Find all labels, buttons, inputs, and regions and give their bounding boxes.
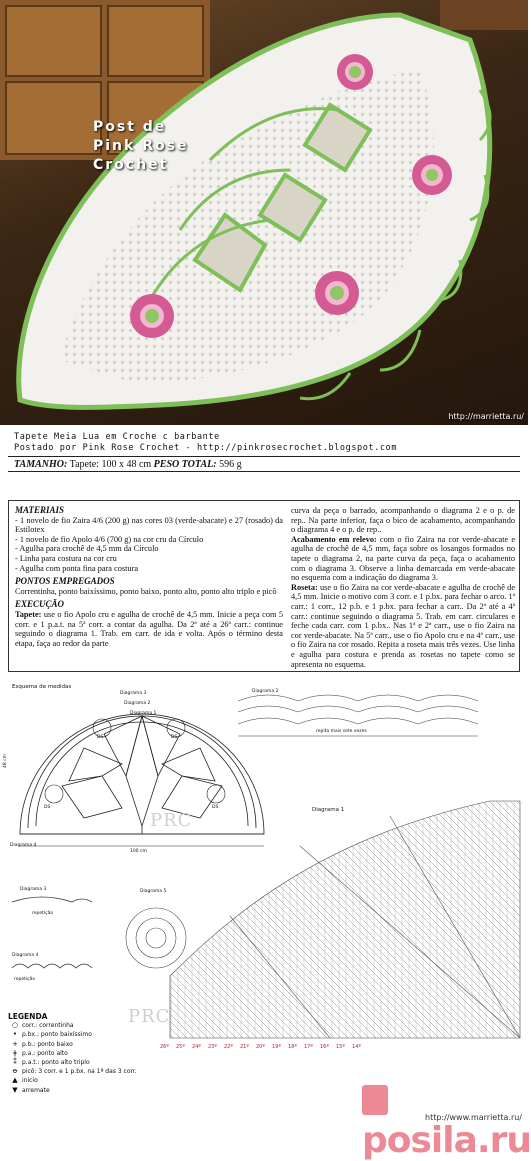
legend-item: ǂ p.a.: ponto alto [8, 1049, 137, 1058]
relief-text: com o fio Zaira na cor verde-abacate e agulha de crochê de 4,5 mm, faça sobre os losangos formados no tapete o diagrama 2, na parte curva da peça, faça o acabamento com o diagrama 3. Observe a linha demarcada em verde-abacate no esquema com a indicação do diagrama 3. [291, 534, 516, 583]
measurement-schema [20, 714, 264, 834]
schema-d2-label: Diagrama 2 [124, 701, 151, 706]
photo-url: http://marrietta.ru/ [448, 412, 524, 421]
legend-item: ▼ arremate [8, 1086, 137, 1095]
execution-heading: EXECUÇÃO [15, 599, 65, 610]
diagram2-title: Diagrama 2 [252, 689, 279, 694]
posila-watermark: posila.ru [362, 1079, 531, 1161]
prc-watermark: PRC [128, 1006, 171, 1027]
caption-title: Tapete Meia Lua em Croche c barbante [14, 432, 220, 442]
posila-logo-icon [362, 1085, 388, 1115]
weight-value: 596 g [219, 459, 242, 470]
rug-illustration [0, 0, 528, 425]
schema-d4-label: Diagrama 4 [10, 843, 37, 848]
schema-width: 100 cm [130, 849, 147, 854]
svg-text:14ª: 14ª [352, 1044, 361, 1050]
single-crochet-icon: + [12, 1039, 18, 1048]
svg-text:18ª: 18ª [288, 1044, 297, 1050]
svg-text:17ª: 17ª [304, 1044, 313, 1050]
tapete-paragraph [15, 610, 283, 648]
roseta-paragraph [291, 583, 515, 669]
svg-text:21ª: 21ª [240, 1044, 249, 1050]
tapete-label: Tapete: [15, 609, 42, 619]
instructions-left-column [15, 506, 283, 648]
svg-text:16ª: 16ª [320, 1044, 329, 1050]
border-paragraph: curva da peça o barrado, acompanhando o diagrama 2 e o p. de rep.. Na parte inferior, faça o bico de acabamento, acompanhando o diagrama 4 e o p. de rep.. [291, 506, 515, 535]
diagram3-repeat: repetição [32, 911, 54, 916]
legend-item: ⁑ p.a.t.: ponto alto triplo [8, 1058, 137, 1067]
instructions-right-column [291, 506, 515, 669]
diagram4-title: Diagrama 4 [12, 953, 39, 958]
photo-watermark: Post de Pink Rose Crochet [93, 119, 189, 173]
roseta-label: Roseta: [291, 582, 318, 592]
diagram1-title: Diagrama 1 [312, 807, 345, 813]
diagram4-repeat: repetição [14, 977, 36, 982]
material-item: - Linha para costura na cor cru [15, 553, 117, 563]
prc-watermark: PRC [150, 810, 193, 831]
legend-item: + p.b.: ponto baixo [8, 1040, 137, 1049]
material-item: - Agulha para crochê de 4,5 mm da Círculo [15, 544, 159, 554]
relief-label: Acabamento em relevo: [291, 534, 377, 544]
stitches-heading: PONTOS EMPREGADOS [15, 576, 115, 587]
footer-url: http://www.marrietta.ru/ [425, 1113, 522, 1122]
caption-posted: Postado por Pink Rose Crochet - http://pinkrosecrochet.blogspot.com [14, 443, 398, 453]
legend-item: • p.bx.: ponto baixíssimo [8, 1030, 137, 1039]
schema-title: Esquema de medidas [12, 684, 72, 690]
svg-text:20ª: 20ª [256, 1044, 265, 1050]
svg-text:25ª: 25ª [176, 1044, 185, 1050]
ds-label: DS [171, 735, 178, 740]
svg-text:22ª: 22ª [224, 1044, 233, 1050]
materials-heading: MATERIAIS [15, 505, 65, 515]
legend [8, 1012, 137, 1095]
legend-item: ▲ início [8, 1076, 137, 1085]
rug-photo [0, 0, 528, 425]
legend-item: ꝋ picô: 3 corr. e 1 p.bx. na 1ª das 3 corr. [8, 1067, 137, 1076]
diagram3-strip [12, 897, 92, 902]
schema-d3-label: Diagrama 3 [120, 691, 147, 696]
start-icon: ▲ [12, 1076, 18, 1085]
stitches-text: Correntinha, ponto baixíssimo, ponto baixo, ponto alto, ponto alto triplo e picô [15, 586, 277, 596]
chain-icon: ○ [11, 1021, 19, 1030]
legend-item: ○ corr.: correntinha [8, 1021, 137, 1030]
schema-height: 48 cm [3, 753, 8, 768]
svg-text:26ª: 26ª [160, 1044, 169, 1050]
ds-label: DS [97, 735, 104, 740]
schema-d1-label: Diagrama 1 [130, 711, 157, 716]
ds-label: DS [212, 805, 219, 810]
size-label: TAMANHO: [14, 459, 68, 470]
material-item: - 1 novelo de fio Apolo 4/6 (700 g) na cor cru da Círculo [15, 534, 204, 544]
diagram4-strip [12, 964, 92, 968]
size-bar [8, 456, 520, 472]
triple-crochet-icon: ⁑ [13, 1058, 17, 1067]
slip-stitch-icon: • [12, 1030, 18, 1039]
diagram1-chart [170, 801, 520, 1038]
legend-title: LEGENDA [8, 1012, 48, 1021]
diagram5-title: Diagrama 5 [140, 889, 167, 894]
diagram5-rosette [126, 908, 186, 968]
ds-label: DS [44, 805, 51, 810]
double-crochet-icon: ǂ [13, 1048, 17, 1057]
svg-text:15ª: 15ª [336, 1044, 345, 1050]
row-numbers [160, 1044, 361, 1050]
svg-text:19ª: 19ª [272, 1044, 281, 1050]
relief-paragraph [291, 535, 515, 583]
svg-text:23ª: 23ª [208, 1044, 217, 1050]
instructions-box [8, 500, 520, 672]
repeat-label: repita mais sete vezes [316, 729, 367, 734]
roseta-text: use o fio Zaira na cor verde-abacate e agulha de crochê de 4,5 mm. Inicie o motivo com 3 corr. e 1 p.bx. para fechar o arco. 1ª carr.: 1 corr., 12 p.b. e 1 p.bx. para fechar a carr.. Da 2ª até a 4ª carr.: continue seguindo o diagrama 5. Trab. em carr. circulares e feche cada carr. com 1 p.bx.. Nas 1ª e 2ª carr., use o fio Zaira na cor verde-abacate. Na 5ª carr., use o fio Apolo cru e na 4ª carr., use o fio Zaira na cor rosado. Repita a roseta mais três vezes. Use linha e agulha para costura e prenda as rosetas no tapete como se apresenta no esquema. [291, 582, 515, 669]
weight-label: PESO TOTAL: [153, 459, 217, 470]
finish-icon: ▼ [12, 1085, 18, 1094]
material-item: - 1 novelo de fio Zaira 4/6 (200 g) nas cores 03 (verde-abacate) e 27 (rosado) da Estilotex [15, 515, 283, 535]
svg-text:24ª: 24ª [192, 1044, 201, 1050]
picot-icon: ꝋ [12, 1067, 18, 1076]
diagram3-title: Diagrama 3 [20, 887, 47, 892]
material-item: - Agulha com ponta fina para costura [15, 563, 139, 573]
size-value: Tapete: 100 x 48 cm [69, 459, 152, 470]
caption [0, 425, 528, 455]
tapete-text: use o fio Apolo cru e agulha de crochê de 4,5 mm. Inicie a peça com 5 corr. e 1 p.a.t. na 5ª corr. a contar da agulha. Da 2ª até a 26ª carr.: continue seguindo o diagrama 1. Trab. em carr. de ida e volta. Após o término desta etapa, faça ao redor da parte [15, 609, 283, 648]
